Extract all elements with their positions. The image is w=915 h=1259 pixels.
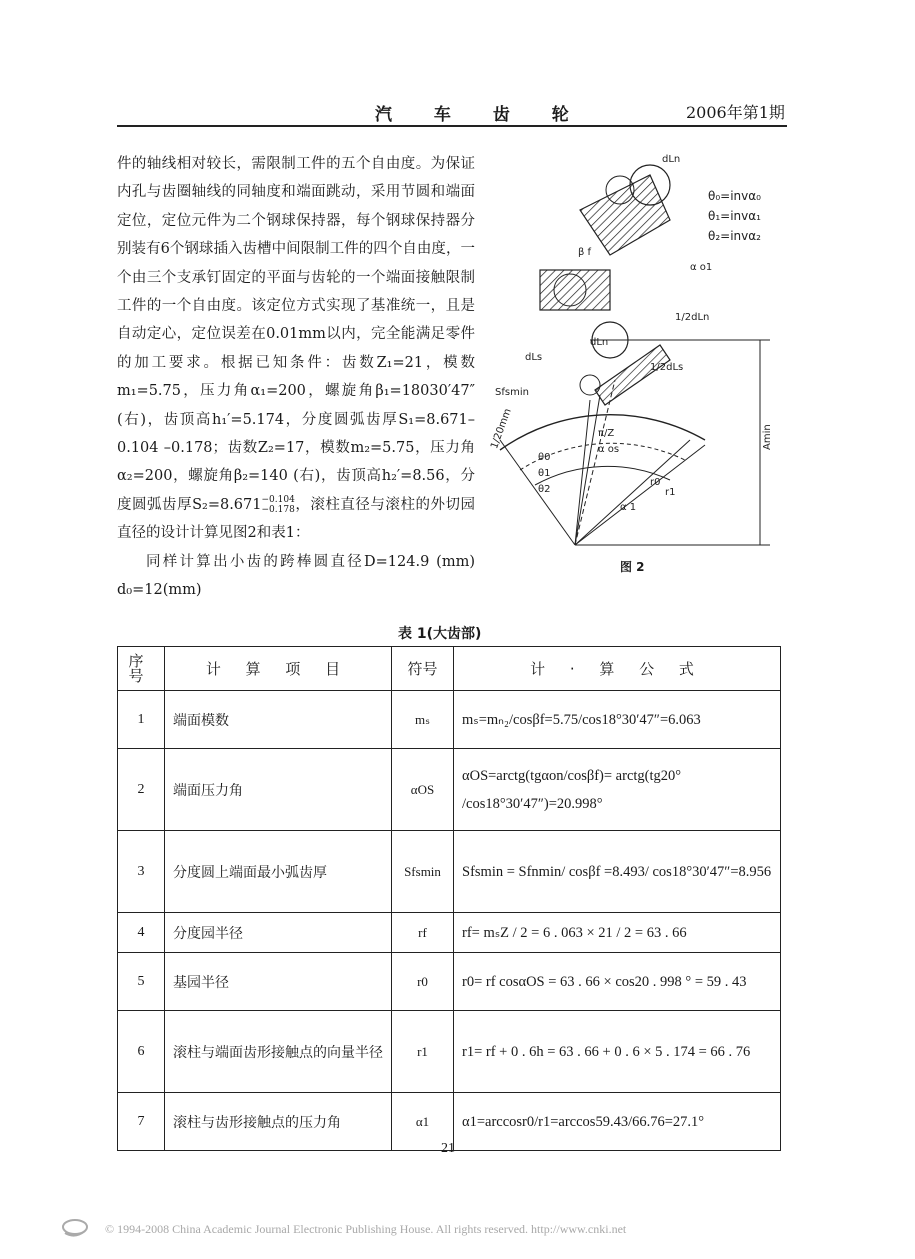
upper-tooth-block bbox=[580, 165, 670, 255]
calculation-table bbox=[117, 646, 781, 1151]
row-formula: Sfsmin = Sfnmin/ cosβf =8.493/ cos18°30′47″=8.956 bbox=[454, 831, 781, 913]
row-item: 端面压力角 bbox=[165, 749, 392, 831]
label-beta-f: β f bbox=[578, 247, 592, 258]
row-item: 基园半径 bbox=[165, 953, 392, 1011]
row-symbol: rf bbox=[392, 913, 454, 953]
tolerance-upper: −0.104 bbox=[261, 494, 295, 505]
figure-2 bbox=[490, 140, 790, 580]
row-formula: rf= mₛZ / 2 = 6 . 063 × 21 / 2 = 63 . 66 bbox=[454, 913, 781, 953]
row-no: 2 bbox=[118, 749, 165, 831]
table-row bbox=[118, 953, 781, 1011]
legend-theta2: θ₂=invα₂ bbox=[708, 229, 761, 243]
row-symbol: Sfsmin bbox=[392, 831, 454, 913]
tolerance bbox=[262, 495, 295, 515]
radial-lines bbox=[500, 380, 705, 545]
label-theta0: θ0 bbox=[538, 452, 551, 463]
label-half-dln: 1/2dLn bbox=[675, 312, 710, 323]
row-no: 1 bbox=[118, 691, 165, 749]
header-symbol: 符号 bbox=[392, 647, 454, 691]
row-item: 滚柱与端面齿形接触点的向量半径 bbox=[165, 1011, 392, 1093]
row-symbol: mₛ bbox=[392, 691, 454, 749]
row-item: 分度圆上端面最小弧齿厚 bbox=[165, 831, 392, 913]
row-no: 3 bbox=[118, 831, 165, 913]
paragraph-1-text: 件的轴线相对较长，需限制工件的五个自由度。为保证内孔与齿圈轴线的同轴度和端面跳动，采用节圆和端面定位，定位元件为二个钢球保持器，每个钢球保持器分别装有6个钢球插入齿槽中间限制工件的四个自由度，一个由三个支承钉固定的平面与齿轮的一个端面接触限制工件的一个自由度。该定位方式实现了基准统一，且是自动定心，定位误差在0.01mm以内，完全能满足零件的加工要求。根据已知条件：齿数Z₁=21，模数m₁=5.75，压力角α₁=200，螺旋角β₁=18030′47″(右)，齿顶高h₁′=5.174，分度圆弧齿厚S₁=8.671–0.104 –0.178；齿数Z₂=17，模数m₂=5.75，压力角α₂=200，螺旋角β₂=140 (右)，齿顶高h₂′=8.56，分度圆弧齿厚S₂=8.671 bbox=[117, 156, 475, 513]
paragraph-1-end: ，滚柱直径与滚柱的外切园直径的设计计算见图2和表1： bbox=[117, 496, 476, 542]
legend-theta0: θ₀=invα₀ bbox=[708, 189, 761, 203]
row-formula: mₛ=mₙ₂/cosβf=5.75/cos18°30′47″=6.063 bbox=[454, 691, 781, 749]
table-row bbox=[118, 913, 781, 953]
label-dln-mid: dLn bbox=[590, 337, 609, 348]
copyright-footer bbox=[45, 1217, 875, 1243]
body-text bbox=[117, 150, 475, 605]
table-header-row bbox=[118, 647, 781, 691]
table-caption: 表 1(大齿部) bbox=[398, 626, 482, 642]
page-number: 21 bbox=[441, 1141, 455, 1156]
tolerance-lower: −0.178 bbox=[261, 504, 295, 515]
label-dln-top: dLn bbox=[662, 154, 681, 165]
gear-diagram bbox=[490, 140, 790, 580]
table-row bbox=[118, 691, 781, 749]
row-item: 分度园半径 bbox=[165, 913, 392, 953]
body-paragraph-1 bbox=[117, 150, 475, 548]
body-paragraph-2: 同样计算出小齿的跨棒圆直径D=124.9 (mm) d₀=12(mm) bbox=[117, 553, 475, 599]
row-symbol: α1 bbox=[392, 1093, 454, 1151]
row-formula: r0= rf cosαOS = 63 . 66 × cos20 . 998 ° = 59 . 43 bbox=[454, 953, 781, 1011]
row-formula: r1= rf + 0 . 6h = 63 . 66 + 0 . 6 × 5 . 174 = 66 . 76 bbox=[454, 1011, 781, 1093]
label-theta1: θ1 bbox=[538, 468, 551, 479]
legend-theta1: θ₁=invα₁ bbox=[708, 209, 761, 223]
label-alpha-os: α os bbox=[598, 444, 620, 455]
row-formula: αOS=arctg(tgαon/cosβf)= arctg(tg20° /cos18°30′47″)=20.998° bbox=[454, 749, 781, 831]
label-amin: Amin bbox=[762, 424, 773, 450]
label-sfsmin: Sfsmin bbox=[495, 387, 529, 398]
row-symbol: r0 bbox=[392, 953, 454, 1011]
row-no: 6 bbox=[118, 1011, 165, 1093]
label-r0: r0 bbox=[650, 477, 661, 488]
row-item: 滚柱与齿形接触点的压力角 bbox=[165, 1093, 392, 1151]
middle-tooth-block bbox=[540, 270, 610, 310]
label-r1: r1 bbox=[665, 487, 676, 498]
label-dls: dLs bbox=[525, 352, 543, 363]
copyright-text: © 1994-2008 China Academic Journal Electronic Publishing House. All rights reserved. http://www.cnki.net bbox=[105, 1222, 627, 1236]
label-half-20mm: 1/20mm bbox=[490, 407, 514, 451]
row-no: 7 bbox=[118, 1093, 165, 1151]
label-theta2: θ2 bbox=[538, 484, 551, 495]
header-no: 序号 bbox=[118, 647, 165, 691]
row-no: 5 bbox=[118, 953, 165, 1011]
header-item: 计 算 项 目 bbox=[165, 647, 392, 691]
figure-caption: 图 2 bbox=[620, 560, 645, 574]
issue-label: 2006年第1期 bbox=[686, 103, 785, 122]
row-formula: α1=arccosr0/r1=arccos59.43/66.76=27.1° bbox=[454, 1093, 781, 1151]
row-item: 端面模数 bbox=[165, 691, 392, 749]
label-half-dls: 1/2dLs bbox=[650, 362, 684, 373]
label-pi-z: π/Z bbox=[598, 428, 615, 439]
table-row bbox=[118, 831, 781, 913]
row-symbol: r1 bbox=[392, 1011, 454, 1093]
label-alpha1: α 1 bbox=[620, 502, 637, 513]
table-row bbox=[118, 1011, 781, 1093]
journal-title: 汽 车 齿 轮 bbox=[375, 105, 587, 125]
table-row bbox=[118, 749, 781, 831]
header-rule bbox=[117, 125, 787, 127]
cnki-logo-icon bbox=[55, 1217, 95, 1241]
row-symbol: αOS bbox=[392, 749, 454, 831]
row-no: 4 bbox=[118, 913, 165, 953]
header-formula: 计 · 算 公 式 bbox=[454, 647, 781, 691]
label-alpha-o1: α o1 bbox=[690, 262, 713, 273]
